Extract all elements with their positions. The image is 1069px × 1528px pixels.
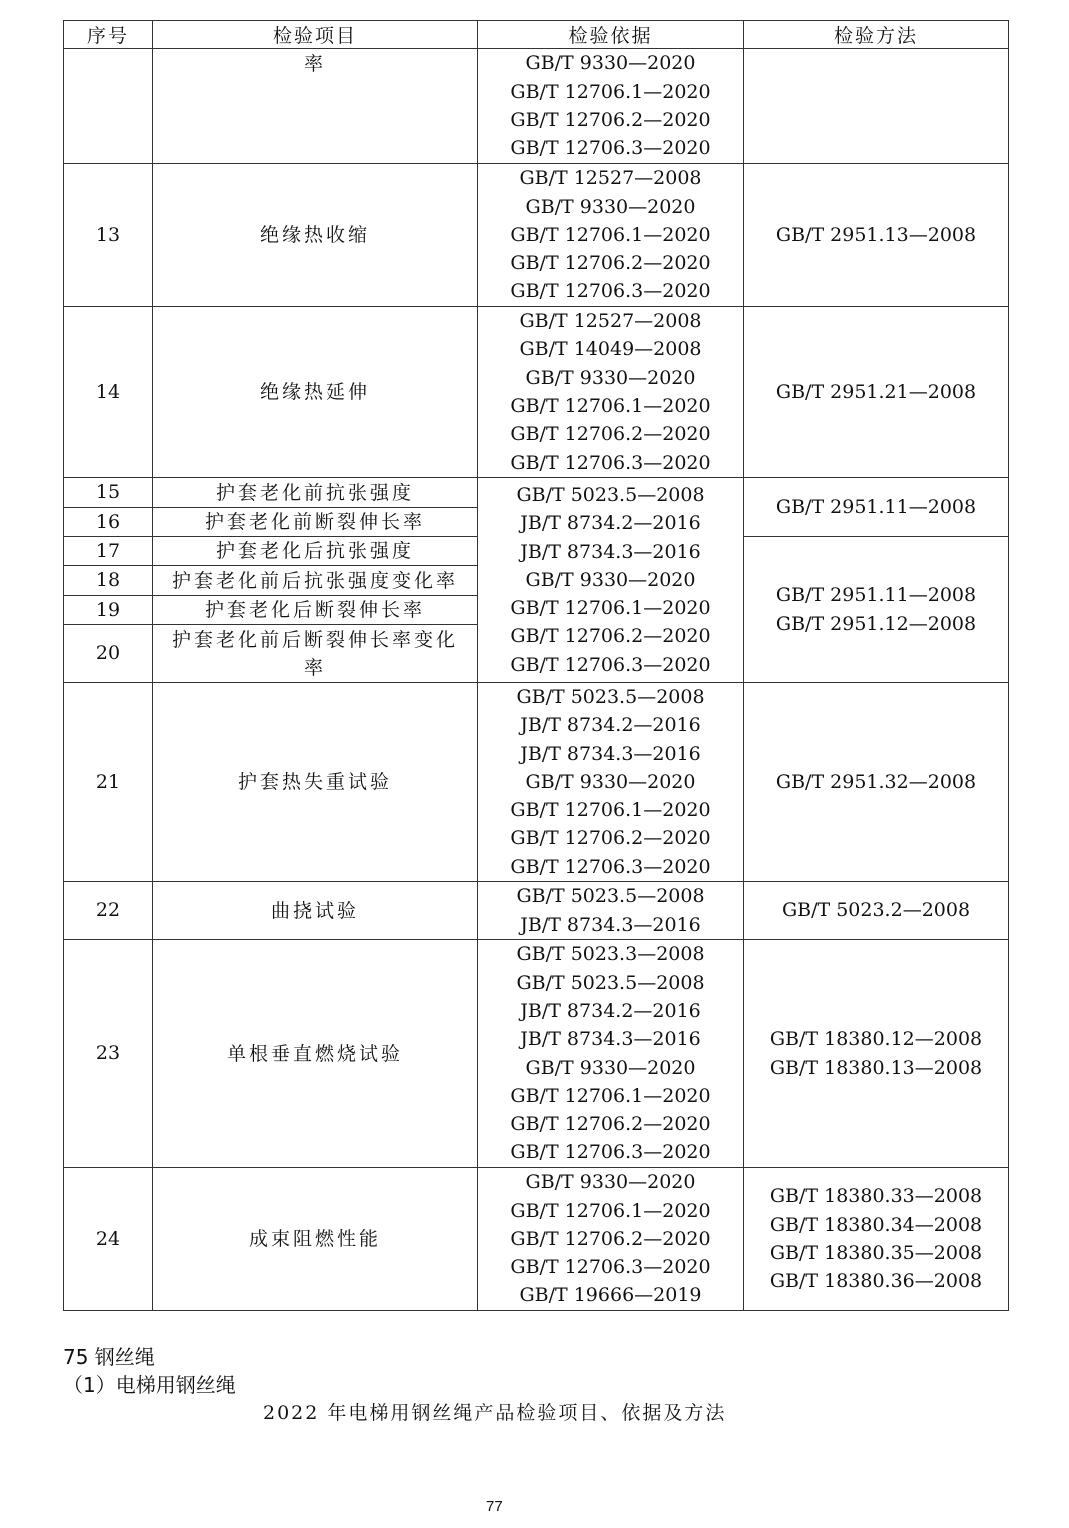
standard-ref: GB/T 12706.1—2020 xyxy=(510,1199,711,1222)
method-cell xyxy=(744,478,1008,536)
standard-ref: GB/T 12706.1—2020 xyxy=(510,1084,711,1107)
method-cell xyxy=(744,307,1008,477)
item-cell: 护套老化前抗张强度 xyxy=(215,481,414,504)
item-cell: 护套老化后抗张强度 xyxy=(215,540,414,562)
row-number: 17 xyxy=(95,539,121,562)
standard-ref: GB/T 12706.2—2020 xyxy=(510,625,711,648)
standard-ref: GB/T 12706.3—2020 xyxy=(510,1256,711,1279)
standard-ref: GB/T 12706.1—2020 xyxy=(510,223,711,246)
standard-ref: JB/T 8734.3—2016 xyxy=(520,913,701,936)
row-number: 20 xyxy=(95,642,121,665)
standard-ref: GB/T 9330—2020 xyxy=(525,366,696,389)
row-number: 24 xyxy=(95,1227,121,1250)
standard-ref: GB/T 5023.3—2008 xyxy=(516,943,705,966)
standard-ref: GB/T 9330—2020 xyxy=(525,1171,696,1194)
standard-ref: GB/T 12706.3—2020 xyxy=(510,280,711,303)
basis-cell xyxy=(478,882,743,939)
header-item: 检验项目 xyxy=(272,25,357,47)
method-cell xyxy=(744,537,1008,682)
basis-cell xyxy=(478,478,743,682)
standard-ref: GB/T 18380.12—2008 xyxy=(769,1028,983,1051)
table-caption: 2022 年电梯用钢丝绳产品检验项目、依据及方法 xyxy=(263,1402,727,1424)
item-cell: 护套老化前断裂伸长率 xyxy=(204,511,425,533)
standard-ref: GB/T 12706.2—2020 xyxy=(510,1227,711,1250)
standard-ref: JB/T 8734.2—2016 xyxy=(520,714,701,737)
standard-ref: GB/T 12706.2—2020 xyxy=(510,252,711,275)
rule-col xyxy=(1008,20,1009,1311)
subsection-heading: （1）电梯用钢丝绳 xyxy=(63,1373,236,1397)
header-method: 检验方法 xyxy=(833,25,918,47)
item-cell: 绝缘热收缩 xyxy=(259,224,370,246)
item-cell: 率 xyxy=(303,53,326,75)
standard-ref: GB/T 5023.5—2008 xyxy=(516,685,705,708)
standard-ref: JB/T 8734.3—2016 xyxy=(520,1028,701,1051)
item-line: 护套老化前后断裂伸长率变化 xyxy=(171,628,458,651)
row-number: 22 xyxy=(95,899,121,922)
standard-ref: GB/T 18380.36—2008 xyxy=(769,1270,983,1293)
standard-ref: GB/T 2951.11—2008 xyxy=(775,584,977,607)
standard-ref: GB/T 14049—2008 xyxy=(519,338,702,361)
method-cell xyxy=(744,940,1008,1167)
standard-ref: GB/T 12706.1—2020 xyxy=(510,799,711,822)
item-cell: 护套老化前后抗张强度变化率 xyxy=(171,569,458,592)
section-heading: 75 钢丝绳 xyxy=(63,1345,155,1369)
standard-ref: GB/T 2951.11—2008 xyxy=(775,495,977,518)
standard-ref: GB/T 18380.34—2008 xyxy=(769,1213,983,1236)
row-number: 16 xyxy=(95,510,121,533)
standard-ref: GB/T 5023.5—2008 xyxy=(516,971,705,994)
standard-ref: GB/T 12527—2008 xyxy=(519,167,702,190)
standard-ref: GB/T 12706.2—2020 xyxy=(510,109,711,131)
standard-ref: GB/T 19666—2019 xyxy=(519,1284,702,1307)
standard-ref: GB/T 12706.1—2020 xyxy=(510,395,711,417)
standard-ref: JB/T 8734.2—2016 xyxy=(520,999,701,1022)
method-cell xyxy=(744,164,1008,306)
basis-cell xyxy=(478,1168,743,1310)
standard-ref: GB/T 18380.13—2008 xyxy=(769,1056,983,1079)
standard-ref: GB/T 18380.33—2008 xyxy=(769,1185,983,1208)
row-number: 14 xyxy=(95,380,121,403)
standard-ref: GB/T 2951.21—2008 xyxy=(775,380,977,403)
standard-ref: JB/T 8734.3—2016 xyxy=(520,540,701,563)
standard-ref: GB/T 2951.12—2008 xyxy=(775,612,977,635)
standard-ref: GB/T 12706.3—2020 xyxy=(510,137,711,160)
standard-ref: GB/T 9330—2020 xyxy=(525,195,696,218)
method-cell xyxy=(744,1168,1008,1310)
basis-cell xyxy=(478,307,743,477)
standard-ref: JB/T 8734.2—2016 xyxy=(520,512,701,535)
standard-ref: GB/T 2951.32—2008 xyxy=(775,770,977,793)
item-line: 率 xyxy=(303,656,326,679)
row-number: 21 xyxy=(95,770,121,793)
row-number: 23 xyxy=(95,1042,121,1065)
row-number: 19 xyxy=(95,598,121,621)
header-basis: 检验依据 xyxy=(568,25,653,47)
item-cell: 曲挠试验 xyxy=(270,899,359,922)
item-cell: 单根垂直燃烧试验 xyxy=(226,1042,403,1065)
standard-ref: JB/T 8734.3—2016 xyxy=(520,742,701,765)
standard-ref: GB/T 12527—2008 xyxy=(519,310,702,333)
standard-ref: GB/T 5023.5—2008 xyxy=(516,483,705,506)
standard-ref: GB/T 12706.3—2020 xyxy=(510,653,711,676)
item-cell: 护套老化后断裂伸长率 xyxy=(204,599,425,621)
row-number: 15 xyxy=(95,481,121,504)
standard-ref: GB/T 12706.3—2020 xyxy=(510,1141,711,1164)
standard-ref: GB/T 5023.5—2008 xyxy=(516,885,705,908)
rule-bottom xyxy=(63,1310,1009,1311)
basis-cell xyxy=(478,164,743,306)
item-cell xyxy=(153,625,477,682)
basis-cell xyxy=(478,683,743,881)
standard-ref: GB/T 9330—2020 xyxy=(525,1056,696,1079)
standard-ref: GB/T 12706.1—2020 xyxy=(510,80,711,103)
standard-ref: GB/T 12706.2—2020 xyxy=(510,1113,711,1136)
header-no: 序号 xyxy=(86,25,129,47)
standard-ref: GB/T 5023.2—2008 xyxy=(781,899,971,922)
standard-ref: GB/T 12706.1—2020 xyxy=(510,597,711,620)
standard-ref: GB/T 12706.3—2020 xyxy=(510,855,711,878)
standard-ref: GB/T 9330—2020 xyxy=(525,770,696,793)
standard-ref: GB/T 9330—2020 xyxy=(525,52,696,75)
method-cell xyxy=(744,882,1008,939)
item-cell: 成束阻燃性能 xyxy=(248,1228,381,1250)
basis-cell xyxy=(478,940,743,1167)
basis-cell xyxy=(478,49,743,163)
standard-ref: GB/T 12706.3—2020 xyxy=(510,451,711,474)
row-number: 13 xyxy=(95,223,121,246)
standard-ref: GB/T 12706.2—2020 xyxy=(510,423,711,446)
page-number: 77 xyxy=(486,1498,503,1515)
item-cell: 护套热失重试验 xyxy=(237,771,392,793)
standard-ref: GB/T 2951.13—2008 xyxy=(775,223,977,246)
row-number: 18 xyxy=(95,569,121,592)
item-cell: 绝缘热延伸 xyxy=(259,381,370,403)
standard-ref: GB/T 9330—2020 xyxy=(525,568,696,591)
method-cell xyxy=(744,683,1008,881)
standard-ref: GB/T 18380.35—2008 xyxy=(769,1242,983,1264)
standard-ref: GB/T 12706.2—2020 xyxy=(510,827,711,850)
